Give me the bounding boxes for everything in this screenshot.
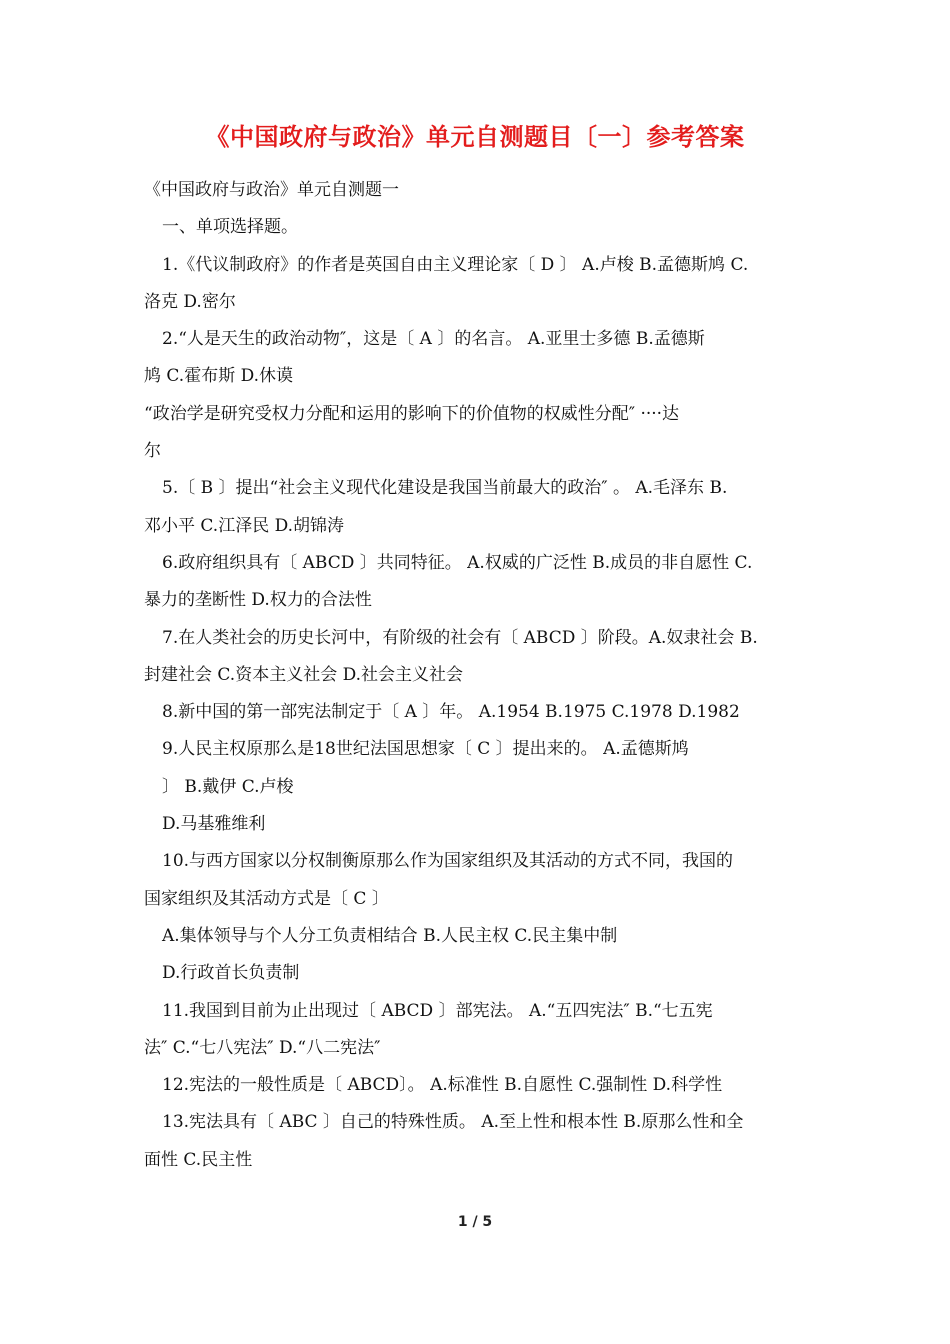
quote-line: “政治学是研究受权力分配和运用的影响下的价值物的权威性分配″ ····达 [144,403,680,424]
question-line: 9.人民主权原那么是18世纪法国思想家〔 C 〕提出来的。 A.孟德斯鸠 [162,739,689,760]
question-line: 11.我国到目前为止出现过〔 ABCD 〕部宪法。 A.“五四宪法″ B.“七五宪 [162,1000,713,1021]
document-body [144,172,816,1179]
question-line: 12.宪法的一般性质是〔 ABCD〕。 A.标准性 B.自愿性 C.强制性 D.科学性 [162,1075,723,1096]
question-line: 6.政府组织具有〔 ABCD 〕共同特征。 A.权威的广泛性 B.成员的非自愿性 C. [162,552,753,573]
question-line: 邓小平 C.江泽民 D.胡锦涛 [144,515,345,536]
question-line: A.集体领导与个人分工负责相结合 B.人民主权 C.民主集中制 [162,925,618,946]
question-line: 封建社会 C.资本主义社会 D.社会主义社会 [144,664,464,685]
quote-line: 尔 [144,441,161,462]
question-line: 7.在人类社会的历史长河中，有阶级的社会有〔 ABCD 〕阶段。A.奴隶社会 B. [162,627,758,648]
page-number: 1 / 5 [457,1214,493,1230]
question-line: 暴力的垄断性 D.权力的合法性 [144,590,372,611]
question-line: 鸠 C.霍布斯 D.休谟 [144,366,294,387]
question-line: 2.“人是天生的政治动物″，这是〔 A 〕的名言。 A.亚里士多德 B.孟德斯 [162,329,705,350]
section-subheading: 一、单项选择题。 [162,217,298,238]
question-line: 13.宪法具有〔 ABC 〕自己的特殊性质。 A.至上性和根本性 B.原那么性和全 [162,1112,744,1133]
question-line: 5.〔 B 〕提出“社会主义现代化建设是我国当前最大的政治″ 。 A.毛泽东 B. [162,478,728,499]
question-line: D.马基雅维利 [162,814,266,835]
question-line: 法″ C.“七八宪法″ D.“八二宪法″ [144,1037,381,1058]
question-line: 〕 B.戴伊 C.卢梭 [162,776,294,797]
question-line: 10.与西方国家以分权制衡原那么作为国家组织及其活动的方式不同，我国的 [162,851,734,872]
question-line: 洛克 D.密尔 [144,291,236,312]
question-line: 面性 C.民主性 [144,1149,253,1170]
question-line: 8.新中国的第一部宪法制定于〔 A 〕年。 A.1954 B.1975 C.1978 D.1982 [162,702,740,723]
document-title: 《中国政府与政治》单元自测题目〔一〕参考答案 [205,123,745,151]
question-line: 国家组织及其活动方式是〔 C 〕 [144,888,389,909]
question-line: D.行政首长负责制 [162,963,300,984]
section-heading: 《中国政府与政治》单元自测题一 [144,180,399,200]
question-line: 1.《代议制政府》的作者是英国自由主义理论家〔 D 〕 A.卢梭 B.孟德斯鸠 C. [162,254,749,275]
